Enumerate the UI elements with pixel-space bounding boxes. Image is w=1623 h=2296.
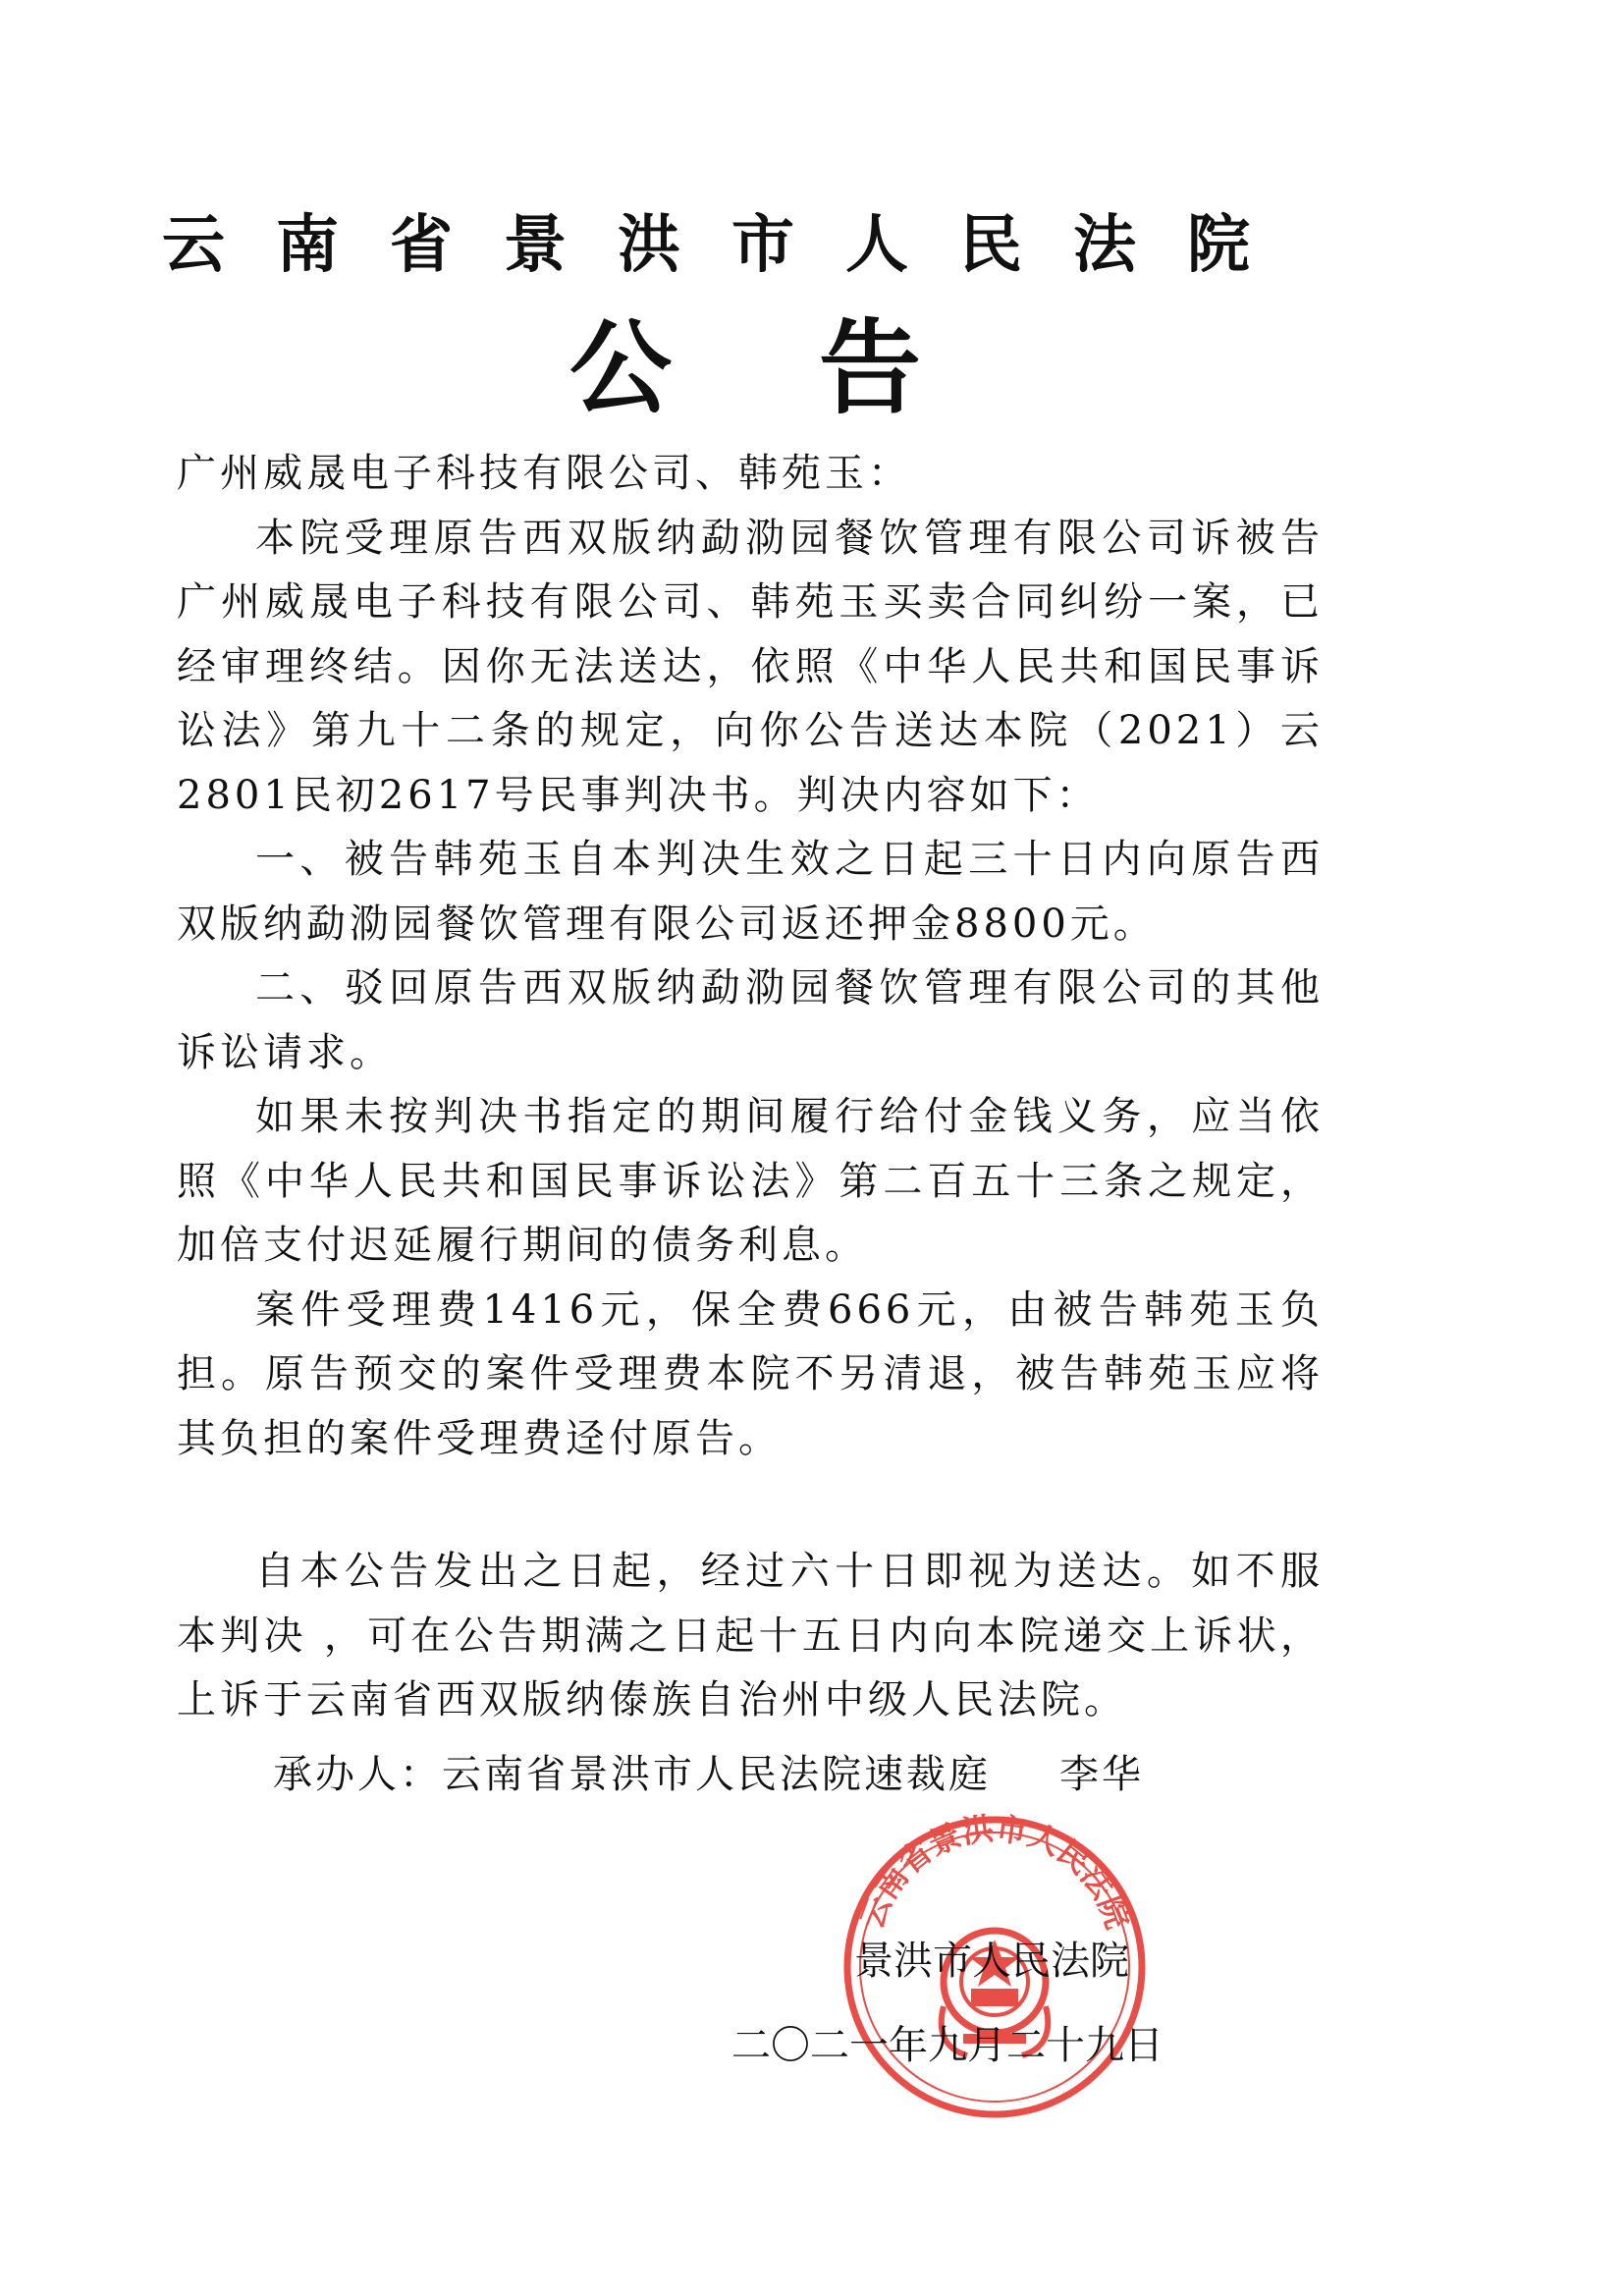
paragraph-gap bbox=[177, 1471, 1324, 1540]
signature-date: 二〇二一年九月二十九日 bbox=[731, 2023, 1163, 2068]
notice-body bbox=[177, 442, 1324, 1733]
court-name-heading: 云南省景洪市人民法院 bbox=[162, 209, 1301, 282]
case-paragraph: 本院受理原告西双版纳勐泐园餐饮管理有限公司诉被告广州威晟电子科技有限公司、韩苑玉买卖合同纠纷一案，已经审理终结。因你无法送达，依照《中华人民共和国民事诉讼法》第九十二条的规定，向你公告送达本院（2021）云2801民初2617号民事判决书。判决内容如下： bbox=[177, 515, 1324, 818]
service-notice: 自本公告发出之日起，经过六十日即视为送达。如不服本判决 ，可在公告期满之日起十五日内向本院递交上诉状，上诉于云南省西双版纳傣族自治州中级人民法院。 bbox=[177, 1549, 1324, 1722]
interest-paragraph: 如果未按判决书指定的期间履行给付金钱义务，应当依照《中华人民共和国民事诉讼法》第二百五十三条之规定，加倍支付迟延履行期间的债务利息。 bbox=[177, 1094, 1324, 1268]
judgment-item-2: 二、驳回原告西双版纳勐泐园餐饮管理有限公司的其他诉讼请求。 bbox=[177, 965, 1324, 1075]
judgment-item-1: 一、被告韩苑玉自本判决生效之日起三十日内向原告西双版纳勐泐园餐饮管理有限公司返还押金8800元。 bbox=[177, 837, 1324, 947]
handler-label: 承办人：云南省景洪市人民法院速裁庭 bbox=[273, 1752, 991, 1797]
handler-line bbox=[273, 1743, 1144, 1807]
signature-court: 景洪市人民法院 bbox=[854, 1939, 1129, 1984]
addressee: 广州威晟电子科技有限公司、韩苑玉： bbox=[177, 451, 911, 496]
fee-paragraph: 案件受理费1416元，保全费666元，由被告韩苑玉负担。原告预交的案件受理费本院不另清退，被告韩苑玉应将其负担的案件受理费迳付原告。 bbox=[177, 1286, 1324, 1461]
handler-name: 李华 bbox=[1059, 1752, 1144, 1797]
document-title: 公告 bbox=[569, 308, 1069, 428]
seal-text: 云南省景洪市人民法院 bbox=[852, 1810, 1137, 1934]
